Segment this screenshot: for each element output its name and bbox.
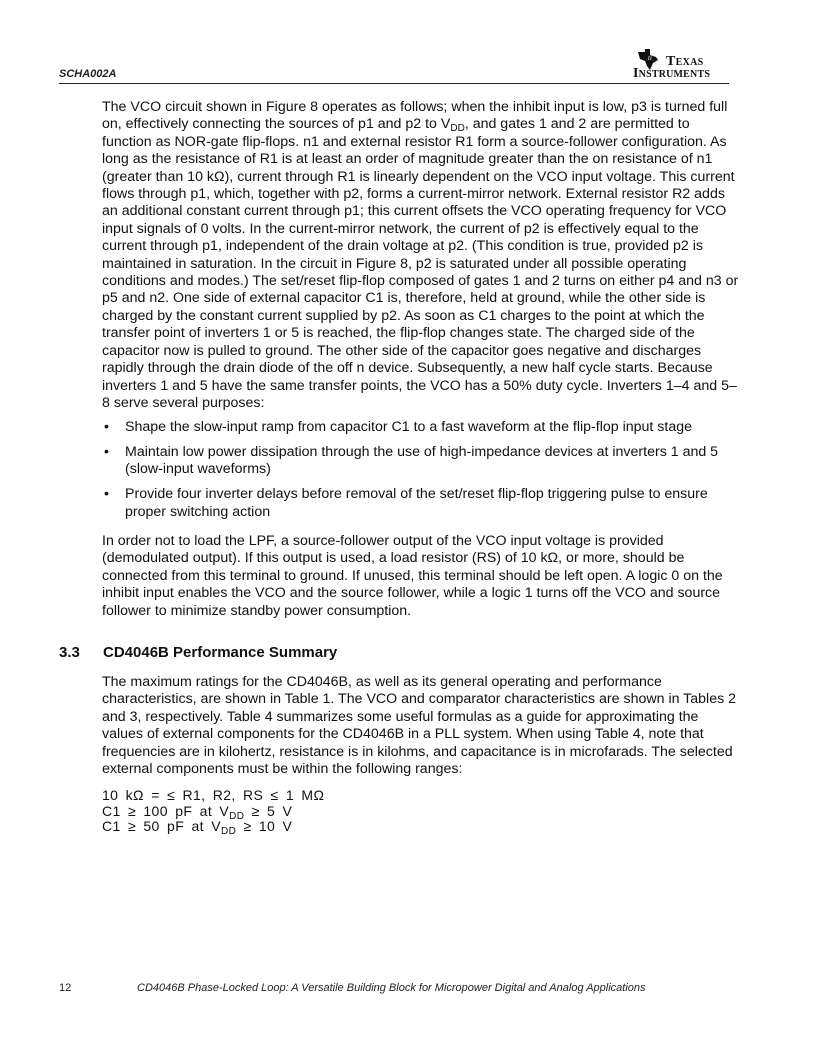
- paragraph-performance-summary: The maximum ratings for the CD4046B, as well as its general operating and performance characteristics, are shown in Table 1. The VCO and comparator characteristics are shown in Tables 2 and 3, respectively. Table 4 summarizes some useful formulas as a guide for approximating the values of external components for the CD4046B in a PLL system. When using Table 4, note that frequencies are in kilohertz, resistance is in kilohms, and capacitance is in microfarads. The selected external components must be within the following ranges:: [102, 674, 737, 778]
- list-item-text: Maintain low power dissipation through the use of high-impedance devices at inverters 1 and 5 (slow-input waveforms): [125, 443, 719, 478]
- list-item-text: Shape the slow-input ramp from capacitor C1 to a fast waveform at the flip-flop input stage: [125, 419, 692, 435]
- formula-line: [102, 804, 324, 820]
- bullet-icon: •: [104, 443, 109, 460]
- list-item-text: Provide four inverter delays before removal of the set/reset flip-flop triggering pulse to ensure proper switching action: [125, 486, 708, 520]
- document-code: SCHA002A: [59, 68, 117, 80]
- component-ranges: [102, 788, 324, 835]
- section-title: CD4046B Performance Summary: [103, 644, 338, 661]
- formula-line: [102, 819, 324, 835]
- bullet-list: [102, 419, 742, 529]
- list-item: [102, 486, 742, 521]
- formula-text: ≥ 5 V: [244, 802, 293, 819]
- ti-logo: [630, 49, 730, 83]
- bullet-icon: •: [104, 419, 109, 435]
- bullet-icon: •: [104, 486, 109, 503]
- footer-title: CD4046B Phase-Locked Loop: A Versatile Building Block for Micropower Digital and Analog Applications: [137, 982, 646, 994]
- logo-text-instruments: Instruments: [633, 66, 711, 81]
- section-heading: [59, 644, 337, 661]
- subscript: DD: [229, 810, 245, 822]
- list-item: [102, 419, 742, 436]
- formula-line: [102, 788, 324, 804]
- subscript: DD: [450, 123, 465, 135]
- paragraph-vco-operation: [102, 99, 742, 412]
- page-number: 12: [59, 982, 72, 994]
- formula-text: C1 ≥ 50 pF at V: [102, 818, 221, 834]
- formula-text: C1 ≥ 100 pF at V: [102, 802, 230, 819]
- formula-text: ≥ 10 V: [236, 818, 293, 834]
- header-divider: [59, 83, 729, 84]
- section-number: 3.3: [59, 644, 80, 661]
- logo-text-texas: Texas: [666, 54, 704, 69]
- formula-text: 10 kΩ = ≤ R1, R2, RS ≤ 1 MΩ: [102, 787, 325, 803]
- paragraph-text: The VCO circuit shown in Figure 8 operates as follows; when the inhibit input is low, p3 is turned full on, effectively connecting the sources of p1 and p2 to V: [102, 99, 728, 133]
- svg-text:ti: ti: [648, 54, 652, 62]
- paragraph-demodulated-output: In order not to load the LPF, a source-follower output of the VCO input voltage is provided (demodulated output). If this output is used, a load resistor (RS) of 10 kΩ, or more, should be connected from this terminal to ground. If unused, this terminal should be left open. A logic 0 on the inhibit input enables the VCO and the source follower, while a logic 1 turns off the VCO and source follower to minimize standby power consumption.: [102, 533, 723, 619]
- subscript: DD: [220, 826, 237, 837]
- list-item: [102, 444, 742, 479]
- paragraph-text: , and gates 1 and 2 are permitted to function as NOR-gate flip-flops. n1 and external resistor R1 form a source-follower configuration. As long as the resistance of R1 is at least an order of magnitude greater than the on resistance of n1 (greater than 10 kΩ), current through R1 is linearly dependent on the VCO input voltage. This current flows through p1, which, together with p2, forms a current-mirror network. External resistor R2 adds an additional constant current through p1; this current offsets the VCO operating frequency for VCO input signals of 0 volts. In the current-mirror network, the current of p2 is effectively equal to the current through p1, independent of the drain voltage at p2. (This condition is true, provided p2 is maintained in saturation. In the circuit in Figure 8, p2 is saturated under all possible operating conditions and modes.) The set/reset flip-flop composed of gates 1 and 2 turns on either p4 and n3 or p5 and n2. One side of external capacitor C1 is, therefore, held at ground, while the other side is charged by the constant current supplied by p2. As soon as C1 charges to the point at which the transfer point of inverters 1 or 5 is reached, the flip-flop changes state. The charged side of the capacitor now is pulled to ground. The other side of the capacitor goes negative and discharges rapidly through the drain diode of the off n device. Subsequently, a new half cycle starts. Because inverters 1 and 5 have the same transfer points, the VCO has a 50% duty cycle. Inverters 1–4 and 5–8 serve several purposes:: [102, 116, 739, 411]
